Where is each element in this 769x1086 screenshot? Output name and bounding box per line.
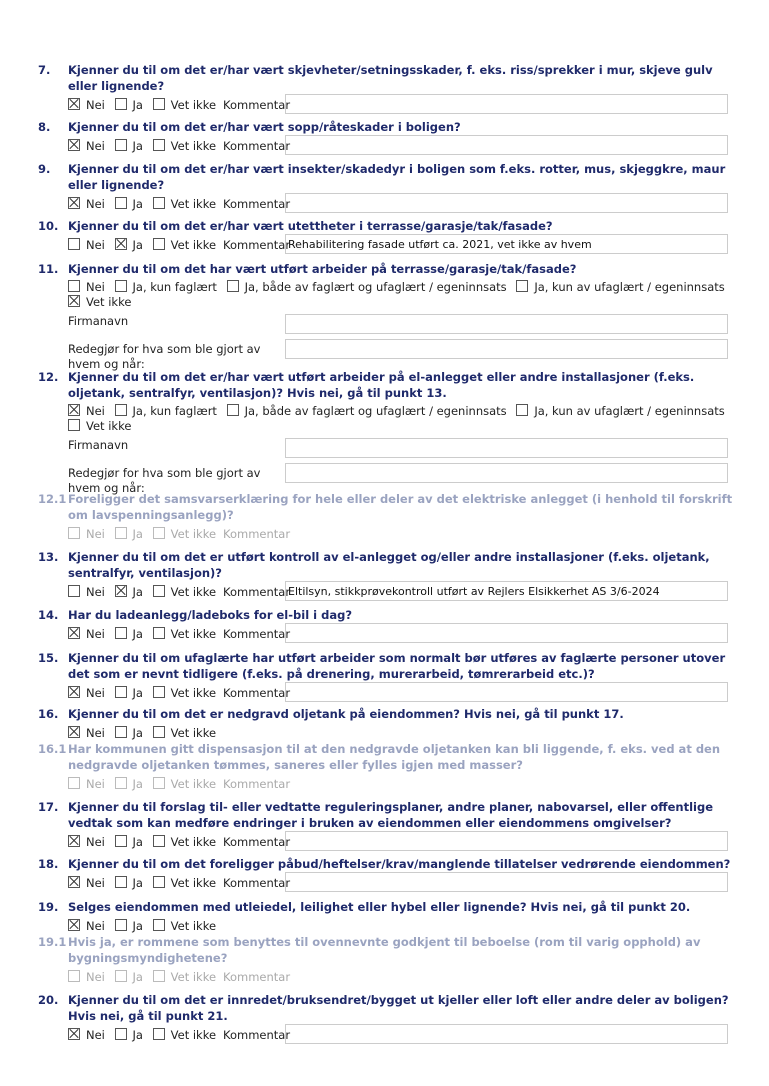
firmanavn-row [68,438,733,463]
option-nei[interactable] [68,1028,105,1042]
question-number: 14. [38,608,59,622]
kommentar-field[interactable] [285,682,728,702]
checkbox [153,527,165,539]
question-20 [38,992,733,1046]
option-vet-ikke[interactable] [68,295,131,309]
checkbox-checked[interactable] [68,404,80,416]
kommentar-label: Kommentar [223,686,291,700]
option-ja-kun-faglaert[interactable] [115,404,217,418]
option-label: Nei [86,280,105,294]
option-vet-ikke[interactable] [153,686,216,700]
redegjor-field[interactable] [285,339,728,359]
option-label: Nei [86,777,105,791]
question-text: Kjenner du til om det er/har vært utettheter i terrasse/garasje/tak/fasade? [68,219,553,233]
question-text: Kjenner du til om det er/har vært utført arbeider på el-anlegget eller andre installasjoner (f.eks. oljetank, sentralfyr, ventilasjon)? Hvis nei, gå til punkt 13. [68,370,695,400]
option-label: Ja [132,527,143,541]
option-label: Nei [86,686,105,700]
option-ja[interactable] [115,876,143,890]
option-label: Nei [86,1028,105,1042]
option-label: Vet ikke [170,1028,217,1042]
answer-row [68,193,733,215]
question-17 [38,799,733,853]
question-number: 11. [38,262,59,276]
answer-row [68,831,733,853]
checkbox[interactable] [227,280,239,292]
question-number: 9. [38,162,51,176]
kommentar-field[interactable]: Eltilsyn, stikkprøvekontroll utført av Rejlers Elsikkerhet AS 3/6-2024 [285,581,728,601]
checkbox[interactable] [68,238,80,250]
option-nei[interactable] [68,98,105,112]
option-nei[interactable] [68,404,105,418]
checkbox[interactable] [227,404,239,416]
question-19 [38,899,733,937]
option-ja [115,970,143,984]
option-label: Vet ikke [170,627,217,641]
checkbox[interactable] [516,280,528,292]
checkbox [153,970,165,982]
option-label: Ja [132,686,143,700]
kommentar-field[interactable] [285,94,728,114]
option-ja[interactable] [115,98,143,112]
option-nei[interactable] [68,835,105,849]
option-label: Ja, kun av ufaglært / egeninnsats [534,280,725,294]
question-number: 8. [38,120,51,134]
checkbox-checked[interactable] [68,197,80,209]
checkbox [115,970,127,982]
question-13 [38,549,733,603]
option-label: Nei [86,970,105,984]
option-label: Ja [132,876,143,890]
question-18 [38,856,733,894]
option-vet-ikke[interactable] [153,197,216,211]
option-ja[interactable] [115,238,143,252]
question-text: Kjenner du til om det er/har vært insekter/skadedyr i boligen som f.eks. rotter, mus, skjeggkre, maur eller lignende? [68,162,726,192]
option-vet-ikke[interactable] [153,585,216,599]
answer-row [68,523,733,545]
option-label: Nei [86,835,105,849]
option-label: Vet ikke [170,139,217,153]
checkbox-checked[interactable] [68,98,80,110]
answer-row [68,773,733,795]
checkbox[interactable] [516,404,528,416]
option-label: Nei [86,919,105,933]
option-vet-ikke[interactable] [153,835,216,849]
checkbox-checked[interactable] [68,627,80,639]
kommentar-label: Kommentar [223,197,291,211]
option-ja[interactable] [115,835,143,849]
answer-row [68,234,733,256]
answer-options [68,277,733,310]
firmanavn-label: Firmanavn [68,314,129,328]
checkbox[interactable] [153,876,165,888]
option-label: Vet ikke [170,197,217,211]
question-number: 19. [38,900,59,914]
checkbox[interactable] [68,280,80,292]
option-ja-kun-faglaert[interactable] [115,280,217,294]
option-vet-ikke[interactable] [68,419,131,433]
answer-row [68,966,733,988]
question-number: 15. [38,651,59,665]
option-vet-ikke[interactable] [153,919,216,933]
question-9 [38,161,733,215]
checkbox[interactable] [115,404,127,416]
checkbox[interactable] [115,726,127,738]
question-number: 16. [38,707,59,721]
option-label: Vet ikke [170,726,217,740]
question-7 [38,62,733,116]
checkbox[interactable] [153,919,165,931]
question-number: 12. [38,370,59,384]
checkbox[interactable] [115,197,127,209]
checkbox[interactable] [115,627,127,639]
checkbox [115,777,127,789]
checkbox[interactable] [153,238,165,250]
question-text: Kjenner du til om det er utført kontroll av el-anlegget og/eller andre installasjoner (f.eks. oljetank, sentralfyr, ventilasjon)? [68,550,710,580]
answer-row [68,682,733,704]
checkbox [68,970,80,982]
option-vet-ikke [153,777,216,791]
option-ja-baade[interactable] [227,280,507,294]
option-label: Vet ikke [170,527,217,541]
checkbox[interactable] [153,1028,165,1040]
kommentar-field[interactable]: Rehabilitering fasade utført ca. 2021, vet ikke av hvem [285,234,728,254]
firmanavn-label: Firmanavn [68,438,129,452]
option-label: Vet ikke [170,970,217,984]
checkbox[interactable] [68,585,80,597]
firmanavn-field[interactable] [285,438,728,458]
question-text: Kjenner du til forslag til- eller vedtatte reguleringsplaner, andre planer, nabovarsel, eller offentlige vedtak som kan medføre endringer i bruken av eiendommen eller eiendommens omgivelser? [68,800,714,830]
kommentar-label: Kommentar [223,835,291,849]
option-nei[interactable] [68,876,105,890]
option-label: Vet ikke [170,777,217,791]
checkbox-checked[interactable] [68,686,80,698]
option-label: Ja, både av faglært og ufaglært / egeninnsats [244,280,507,294]
question-14 [38,607,733,645]
option-label: Vet ikke [170,686,217,700]
question-16-1 [38,741,733,795]
option-label: Ja [132,197,143,211]
checkbox[interactable] [153,835,165,847]
firmanavn-field[interactable] [285,314,728,334]
option-nei[interactable] [68,238,105,252]
option-vet-ikke[interactable] [153,139,216,153]
kommentar-label: Kommentar [223,627,291,641]
question-15 [38,650,733,704]
checkbox[interactable] [115,919,127,931]
option-nei[interactable] [68,686,105,700]
question-text: Selges eiendommen med utleiedel, leilighet eller hybel eller lignende? Hvis nei, gå til punkt 20. [68,900,691,914]
option-ja-kun-ufaglaert[interactable] [516,280,724,294]
option-label: Vet ikke [170,98,217,112]
option-label: Ja, kun av ufaglært / egeninnsats [534,404,725,418]
checkbox[interactable] [153,686,165,698]
option-ja[interactable] [115,585,143,599]
answer-row [68,623,733,645]
option-ja [115,777,143,791]
option-vet-ikke[interactable] [153,627,216,641]
option-label: Vet ikke [170,919,217,933]
option-label: Ja, kun faglært [132,404,217,418]
option-label: Nei [86,876,105,890]
question-text: Kjenner du til om det er/har vært skjevheter/setningsskader, f. eks. riss/sprekker i mur, skjeve gulv eller lignende? [68,63,713,93]
option-ja[interactable] [115,686,143,700]
option-ja[interactable] [115,139,143,153]
kommentar-label: Kommentar [223,527,291,541]
redegjor-row [68,339,733,371]
option-nei[interactable] [68,197,105,211]
checkbox[interactable] [153,627,165,639]
kommentar-label: Kommentar [223,238,291,252]
option-vet-ikke[interactable] [153,1028,216,1042]
option-vet-ikke[interactable] [153,726,216,740]
question-text: Kjenner du til om det er/har vært sopp/råteskader i boligen? [68,120,461,134]
answer-row [68,94,733,116]
checkbox-checked[interactable] [68,876,80,888]
checkbox [115,527,127,539]
question-text: Kjenner du til om det er nedgravd oljetank på eiendommen? Hvis nei, gå til punkt 17. [68,707,624,721]
option-label: Vet ikke [170,876,217,890]
option-vet-ikke[interactable] [153,876,216,890]
checkbox[interactable] [115,1028,127,1040]
kommentar-field[interactable] [285,135,728,155]
kommentar-field[interactable] [285,623,728,643]
option-label: Vet ikke [170,835,217,849]
checkbox-checked[interactable] [115,585,127,597]
checkbox[interactable] [115,280,127,292]
option-ja[interactable] [115,1028,143,1042]
option-label: Ja [132,970,143,984]
option-nei[interactable] [68,280,105,294]
option-ja-kun-ufaglaert[interactable] [516,404,724,418]
kommentar-field[interactable] [285,1024,728,1044]
question-number: 20. [38,993,59,1007]
option-label: Nei [86,238,105,252]
option-label: Nei [86,404,105,418]
question-number: 7. [38,63,51,77]
option-label: Vet ikke [170,585,217,599]
option-nei[interactable] [68,585,105,599]
option-ja [115,527,143,541]
option-vet-ikke [153,970,216,984]
option-label: Ja [132,627,143,641]
option-label: Nei [86,139,105,153]
redegjor-label: Redegjør for hva som ble gjort av hvem og når: [68,342,261,371]
answer-row [68,135,733,157]
question-12 [38,369,733,495]
option-label: Ja [132,777,143,791]
answer-row [68,872,733,894]
kommentar-label: Kommentar [223,98,291,112]
option-nei[interactable] [68,627,105,641]
checkbox[interactable] [153,197,165,209]
option-label: Nei [86,98,105,112]
option-vet-ikke [153,527,216,541]
checkbox[interactable] [115,835,127,847]
checkbox [153,777,165,789]
checkbox [68,527,80,539]
checkbox[interactable] [115,98,127,110]
answer-row [68,581,733,603]
option-ja[interactable] [115,919,143,933]
option-label: Ja [132,139,143,153]
question-12-1 [38,491,733,545]
option-label: Nei [86,527,105,541]
option-label: Nei [86,197,105,211]
checkbox-checked[interactable] [68,919,80,931]
question-number: 13. [38,550,59,564]
question-text: Foreligger det samsvarserklæring for hele eller deler av det elektriske anlegget (i henhold til forskrift om lavspenningsanlegg)? [68,492,733,522]
question-11 [38,261,733,371]
question-text: Har kommunen gitt dispensasjon til at den nedgravde oljetanken kan bli liggende, f. eks. ved at den nedgravde oljetanken tømmes, saneres eller fylles igjen med masser? [68,742,721,772]
question-19-1 [38,934,733,988]
checkbox-checked[interactable] [68,1028,80,1040]
question-number: 19.1 [38,935,67,949]
option-label: Nei [86,627,105,641]
option-nei [68,777,105,791]
option-label: Ja [132,1028,143,1042]
kommentar-label: Kommentar [223,1028,291,1042]
option-label: Ja [132,585,143,599]
checkbox[interactable] [115,876,127,888]
checkbox[interactable] [153,139,165,151]
option-ja-baade[interactable] [227,404,507,418]
question-number: 16.1 [38,742,67,756]
checkbox[interactable] [68,419,80,431]
option-vet-ikke[interactable] [153,98,216,112]
question-text: Har du ladeanlegg/ladeboks for el-bil i dag? [68,608,352,622]
question-number: 12.1 [38,492,67,506]
question-text: Kjenner du til om det er innredet/bruksendret/bygget ut kjeller eller loft eller andre deler av boligen? Hvis nei, gå til punkt 21. [68,993,729,1023]
question-text: Kjenner du til om det har vært utført arbeider på terrasse/garasje/tak/fasade? [68,262,577,276]
checkbox[interactable] [153,585,165,597]
kommentar-field[interactable] [285,193,728,213]
option-ja[interactable] [115,627,143,641]
kommentar-label: Kommentar [223,585,291,599]
answer-row [68,1024,733,1046]
kommentar-field[interactable] [285,872,728,892]
checkbox-checked[interactable] [68,835,80,847]
question-number: 17. [38,800,59,814]
question-8 [38,119,733,157]
option-nei[interactable] [68,726,105,740]
option-nei [68,527,105,541]
option-label: Ja [132,238,143,252]
option-label: Nei [86,585,105,599]
kommentar-label: Kommentar [223,876,291,890]
checkbox[interactable] [153,98,165,110]
option-label: Ja [132,835,143,849]
question-16 [38,706,733,744]
checkbox[interactable] [115,139,127,151]
question-text: Hvis ja, er rommene som benyttes til ovennevnte godkjent til beboelse (rom til varig opphold) av bygningsmyndighetene? [68,935,701,965]
redegjor-field[interactable] [285,463,728,483]
option-label: Ja [132,726,143,740]
option-nei [68,970,105,984]
option-label: Ja, kun faglært [132,280,217,294]
option-ja[interactable] [115,726,143,740]
redegjor-label: Redegjør for hva som ble gjort av hvem og når: [68,466,261,495]
checkbox [68,777,80,789]
checkbox-checked[interactable] [68,139,80,151]
question-number: 10. [38,219,59,233]
question-number: 18. [38,857,59,871]
option-ja[interactable] [115,197,143,211]
checkbox-checked[interactable] [68,295,80,307]
question-text: Kjenner du til om ufaglærte har utført arbeider som normalt bør utføres av faglærte personer utover det som er nevnt tidligere (f.eks. på drenering, murerarbeid, tømrerarbeid etc.)? [68,651,726,681]
checkbox-checked[interactable] [115,238,127,250]
kommentar-label: Kommentar [223,970,291,984]
kommentar-label: Kommentar [223,777,291,791]
option-label: Vet ikke [86,295,132,309]
option-nei[interactable] [68,919,105,933]
option-label: Ja [132,919,143,933]
option-label: Vet ikke [86,419,132,433]
option-label: Ja [132,98,143,112]
checkbox[interactable] [153,726,165,738]
option-label: Nei [86,726,105,740]
question-text: Kjenner du til om det foreligger påbud/heftelser/krav/manglende tillatelser vedrørende eiendommen? [68,857,731,871]
checkbox-checked[interactable] [68,726,80,738]
option-label: Vet ikke [170,238,217,252]
option-vet-ikke[interactable] [153,238,216,252]
option-label: Ja, både av faglært og ufaglært / egeninnsats [244,404,507,418]
question-10 [38,218,733,256]
kommentar-label: Kommentar [223,139,291,153]
answer-options [68,401,733,434]
option-nei[interactable] [68,139,105,153]
checkbox[interactable] [115,686,127,698]
firmanavn-row [68,314,733,339]
kommentar-field[interactable] [285,831,728,851]
